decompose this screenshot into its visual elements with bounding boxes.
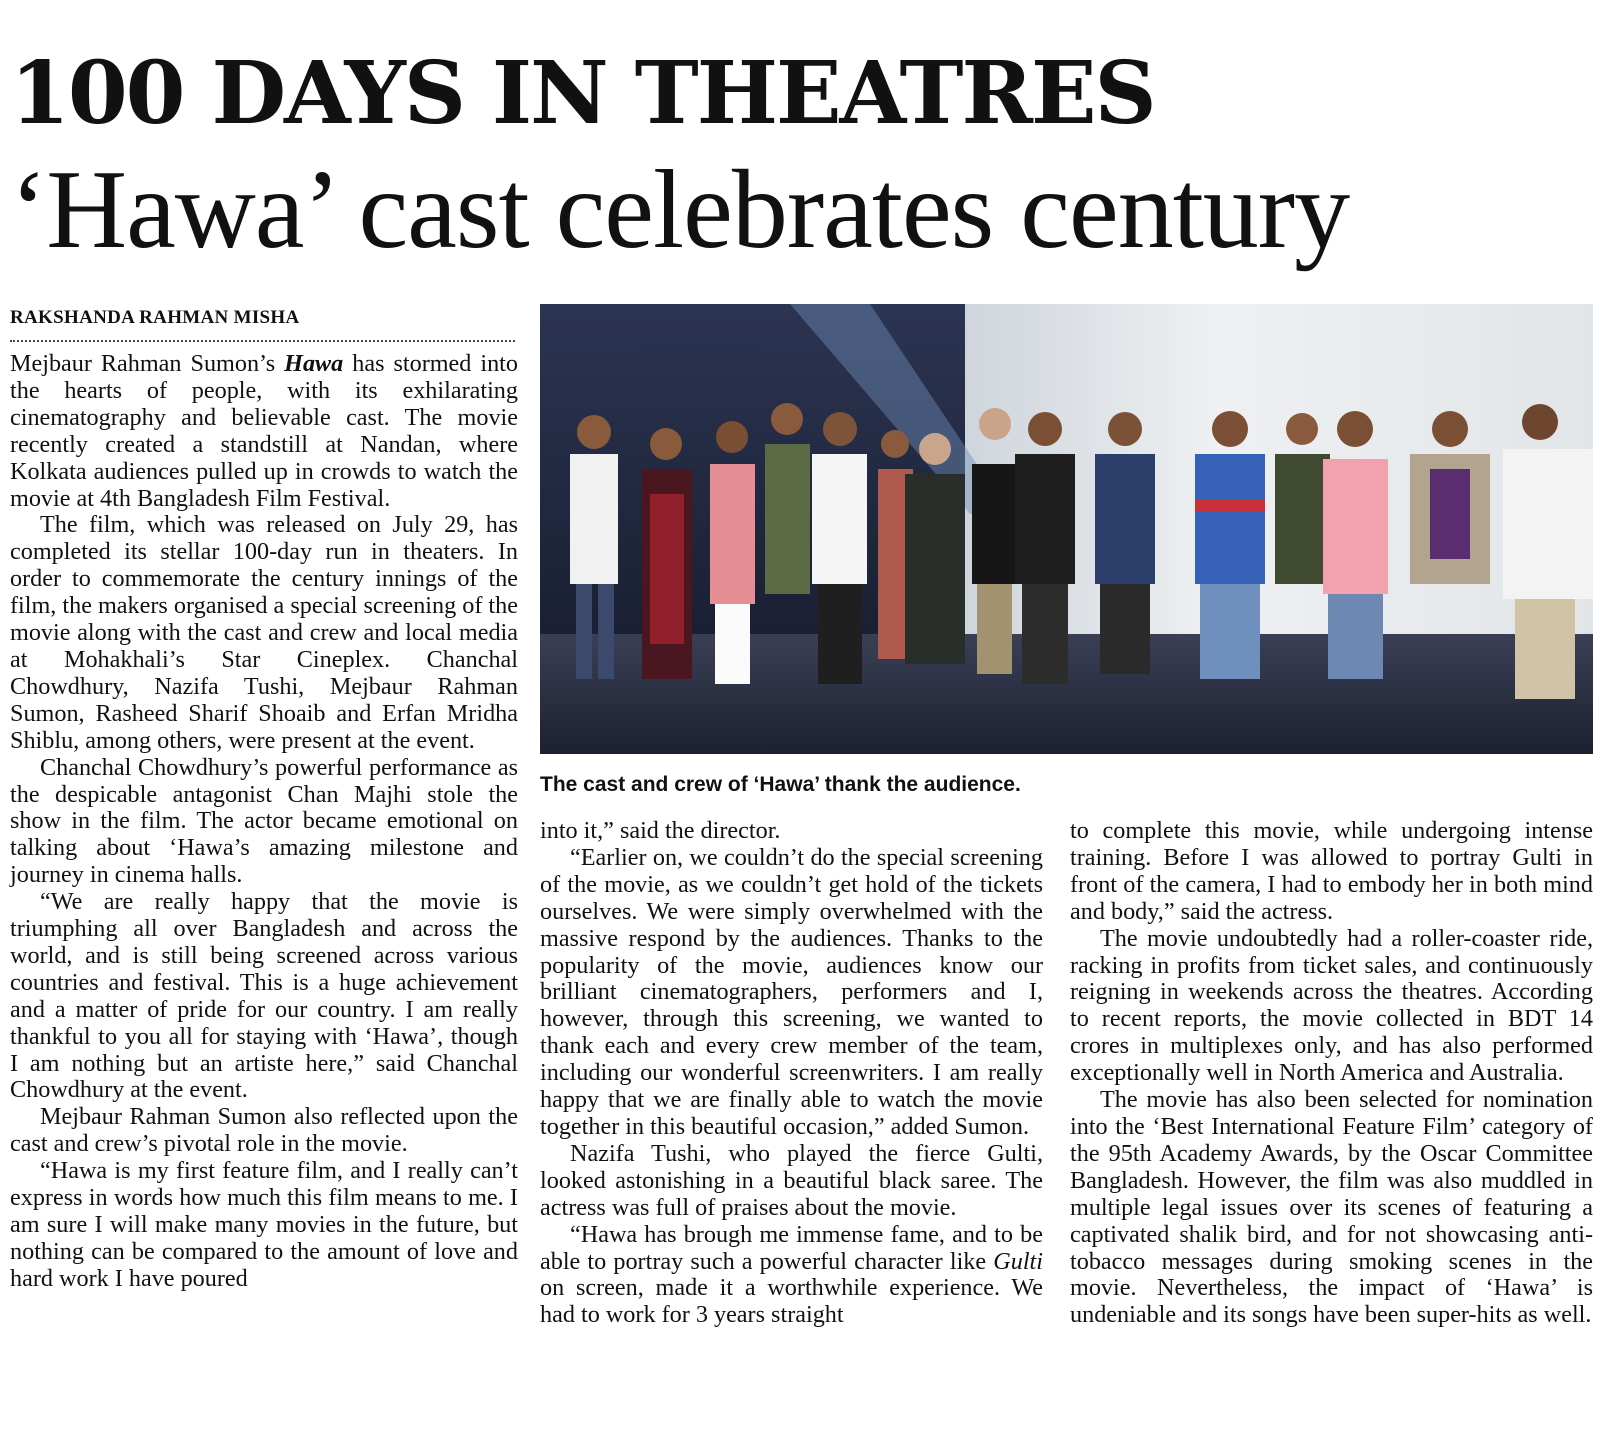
- paragraph: Mejbaur Rahman Sumon also reflected upon the cast and crew’s pivotal role in the movie.: [10, 1103, 518, 1158]
- byline: RAKSHANDA RAHMAN MISHA: [10, 307, 300, 328]
- photo-caption: The cast and crew of ‘Hawa’ thank the audience.: [540, 773, 1021, 796]
- event-photo: [540, 304, 1593, 754]
- paragraph: The movie has also been selected for nomination into the ‘Best International Feature Film’ category of the 95th Academy Awards, by the Oscar Committee Bangladesh. However, the film was also muddled in multiple legal issues over its scenes of featuring a captivated shalik bird, and for not showcasing anti-tobacco messages during smoking scenes in the movie. Nevertheless, the impact of ‘Hawa’ is undeniable and its songs have been super-hits as well.: [1070, 1086, 1593, 1329]
- paragraph: Chanchal Chowdhury’s powerful performance as the despicable antagonist Chan Majhi stole the show in the film. The actor became emotional on talking about ‘Hawa’s amazing milestone and journey in cinema halls.: [10, 753, 518, 889]
- film-title-emphasis: Hawa: [284, 350, 344, 377]
- kicker-headline: 100 DAYS IN THEATRES: [10, 43, 1155, 144]
- main-headline: ‘Hawa’ cast celebrates century: [10, 148, 1350, 272]
- byline-divider: [10, 340, 515, 342]
- article-column-1: [10, 351, 518, 1293]
- article-column-2: [540, 818, 1043, 1329]
- paragraph-continued: to complete this movie, while undergoing intense training. Before I was allowed to portray Gulti in front of the camera, I had to embody her in both mind and body,” said the actress.: [1070, 817, 1593, 925]
- paragraph: “We are really happy that the movie is triumphing all over Bangladesh and across the world, and is still being screened across various countries and festival. This is a huge achievement and a matter of pride for our country. I am really thankful to you all for staying with ‘Hawa’, though I am nothing but an artiste here,” said Chanchal Chowdhury at the event.: [10, 888, 518, 1104]
- paragraph: “Earlier on, we couldn’t do the special screening of the movie, as we couldn’t get hold of the tickets ourselves. We were simply overwhelmed with the massive respond by the audiences. Thanks to the popularity of the movie, audiences know our brilliant cinematographers, performers and I, however, through this screening, we wanted to thank each and every crew member of the team, including our wonderful screenwriters. I am really happy that we are finally able to watch the movie together in this beautiful occasion,” added Sumon.: [540, 843, 1043, 1140]
- paragraph-continued: into it,” said the director.: [540, 817, 781, 844]
- paragraph: The film, which was released on July 29, has completed its stellar 100-day run in theaters. In order to commemorate the century innings of the film, the makers organised a special screening of the movie along with the cast and crew and local media at Mohakhali’s Star Cineplex. Chanchal Chowdhury, Nazifa Tushi, Mejbaur Rahman Sumon, Rasheed Sharif Shoaib and Erfan Mridha Shiblu, among others, were present at the event.: [10, 511, 518, 754]
- paragraph: “Hawa has brough me immense fame, and to be able to portray such a powerful character like Gulti on screen, made it a worthwhile experience. We had to work for 3 years straight: [540, 1220, 1043, 1329]
- article-column-3: [1070, 818, 1593, 1329]
- character-name-emphasis: Gulti: [993, 1247, 1043, 1275]
- group-photo-illustration: [540, 304, 1593, 754]
- paragraph: Nazifa Tushi, who played the fierce Gulti, looked astonishing in a beautiful black saree. The actress was full of praises about the movie.: [540, 1139, 1043, 1221]
- paragraph: The movie undoubtedly had a roller-coaster ride, racking in profits from ticket sales, and continuously reigning in weekends across the theatres. According to recent reports, the movie collected in BDT 14 crores in multiplexes only, and has also performed exceptionally well in North America and Australia.: [1070, 924, 1593, 1087]
- paragraph: “Hawa is my first feature film, and I really can’t express in words how much this film means to me. I am sure I will make many movies in the future, but nothing can be compared to the amount of love and hard work I have poured: [10, 1157, 518, 1292]
- paragraph-intro: Mejbaur Rahman Sumon’s Hawa has stormed into the hearts of people, with its exhilarating cinematography and believable cast. The movie recently created a standstill at Nandan, where Kolkata audiences pulled up in crowds to watch the movie at 4th Bangladesh Film Festival.: [10, 350, 518, 512]
